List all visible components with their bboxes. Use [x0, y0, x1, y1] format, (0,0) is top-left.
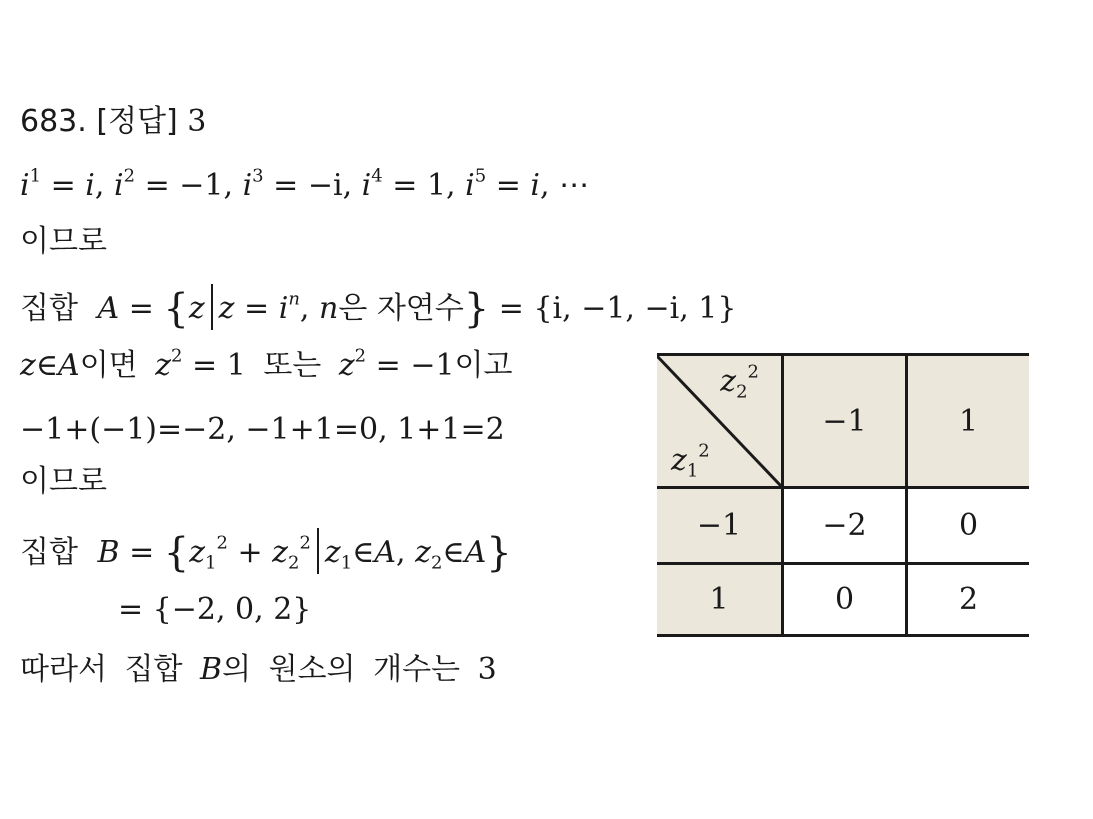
set-b-line: 집합 $B = \{z_1^2 + z_2^2$ $z_1\in A$, $z_2\in A$}: [20, 530, 512, 576]
table-cell-1-1: −2: [783, 488, 907, 564]
answer-label: [정답]: [96, 104, 178, 139]
set-a-result: {i, −1, −i, 1}: [533, 291, 737, 326]
z2-squared-label: $z_2^2$: [720, 361, 759, 403]
imoro-line-2: 이므로: [20, 464, 107, 499]
ellipsis: ⋯: [559, 168, 590, 203]
sums-line: −1+(−1)=−2, −1+1=0, 1+1=2: [20, 412, 505, 447]
answer-value: 3: [187, 104, 207, 139]
ttoneun-text: 또는: [263, 348, 322, 383]
imyeon-text: 이면: [79, 348, 138, 383]
i4-value: 1: [426, 168, 447, 203]
z1-squared-label: $z_1^2$: [671, 440, 710, 482]
table-row: [657, 564, 1029, 636]
sum-table: [657, 353, 1029, 637]
i5-value: i: [530, 168, 540, 203]
imoro-line-1: 이므로: [20, 224, 107, 259]
set-a-line: 집합 A = {z $z = i^n$, n은 자연수} = {i, −1, −i, 1}: [20, 286, 737, 332]
i3-value: −i: [307, 168, 343, 203]
jiphap-label: 집합: [20, 291, 78, 326]
final-answer: 3: [477, 652, 497, 687]
conclusion-line: 따라서 집합 B의 원소의 개수는 3: [20, 652, 497, 687]
table-row: [657, 488, 1029, 564]
table-header-col-1: −1: [783, 355, 907, 488]
z-condition-line: z∈A이면 $z^2 = 1$ 또는 $z^2 = -1$이고: [20, 345, 513, 383]
jiphap-label-3: 집합: [124, 652, 183, 687]
table-header-row: [657, 355, 1029, 488]
answer-header: [20, 104, 206, 140]
igo-text: 이고: [454, 348, 513, 383]
gaesuneun-text: 개수는: [373, 652, 461, 687]
i2-value: −1: [179, 168, 224, 203]
ui-text: 의: [222, 652, 252, 687]
table-cell-2-1: 0: [783, 564, 907, 636]
table-header-col-2: 1: [907, 355, 1030, 488]
table-cell-2-2: 2: [907, 564, 1030, 636]
table-row-label-1: −1: [657, 488, 783, 564]
table-corner-cell: [657, 355, 783, 488]
set-b-result: = {−2, 0, 2}: [118, 592, 312, 627]
i1-value: i: [85, 168, 95, 203]
jiphap-label-2: 집합: [20, 535, 78, 570]
wonsoui-text: 원소의: [268, 652, 356, 687]
powers-of-i-line: $i^1 = i$, $i^2 = -1$, $i^3 = -i$, $i^4 = 1$, $i^5 = i$, ⋯: [20, 165, 590, 203]
problem-number: 683.: [20, 104, 87, 139]
n-natural-text: 은 자연수: [338, 291, 464, 326]
table-row-label-2: 1: [657, 564, 783, 636]
table-cell-1-2: 0: [907, 488, 1030, 564]
ttaraseo-text: 따라서: [20, 652, 107, 687]
